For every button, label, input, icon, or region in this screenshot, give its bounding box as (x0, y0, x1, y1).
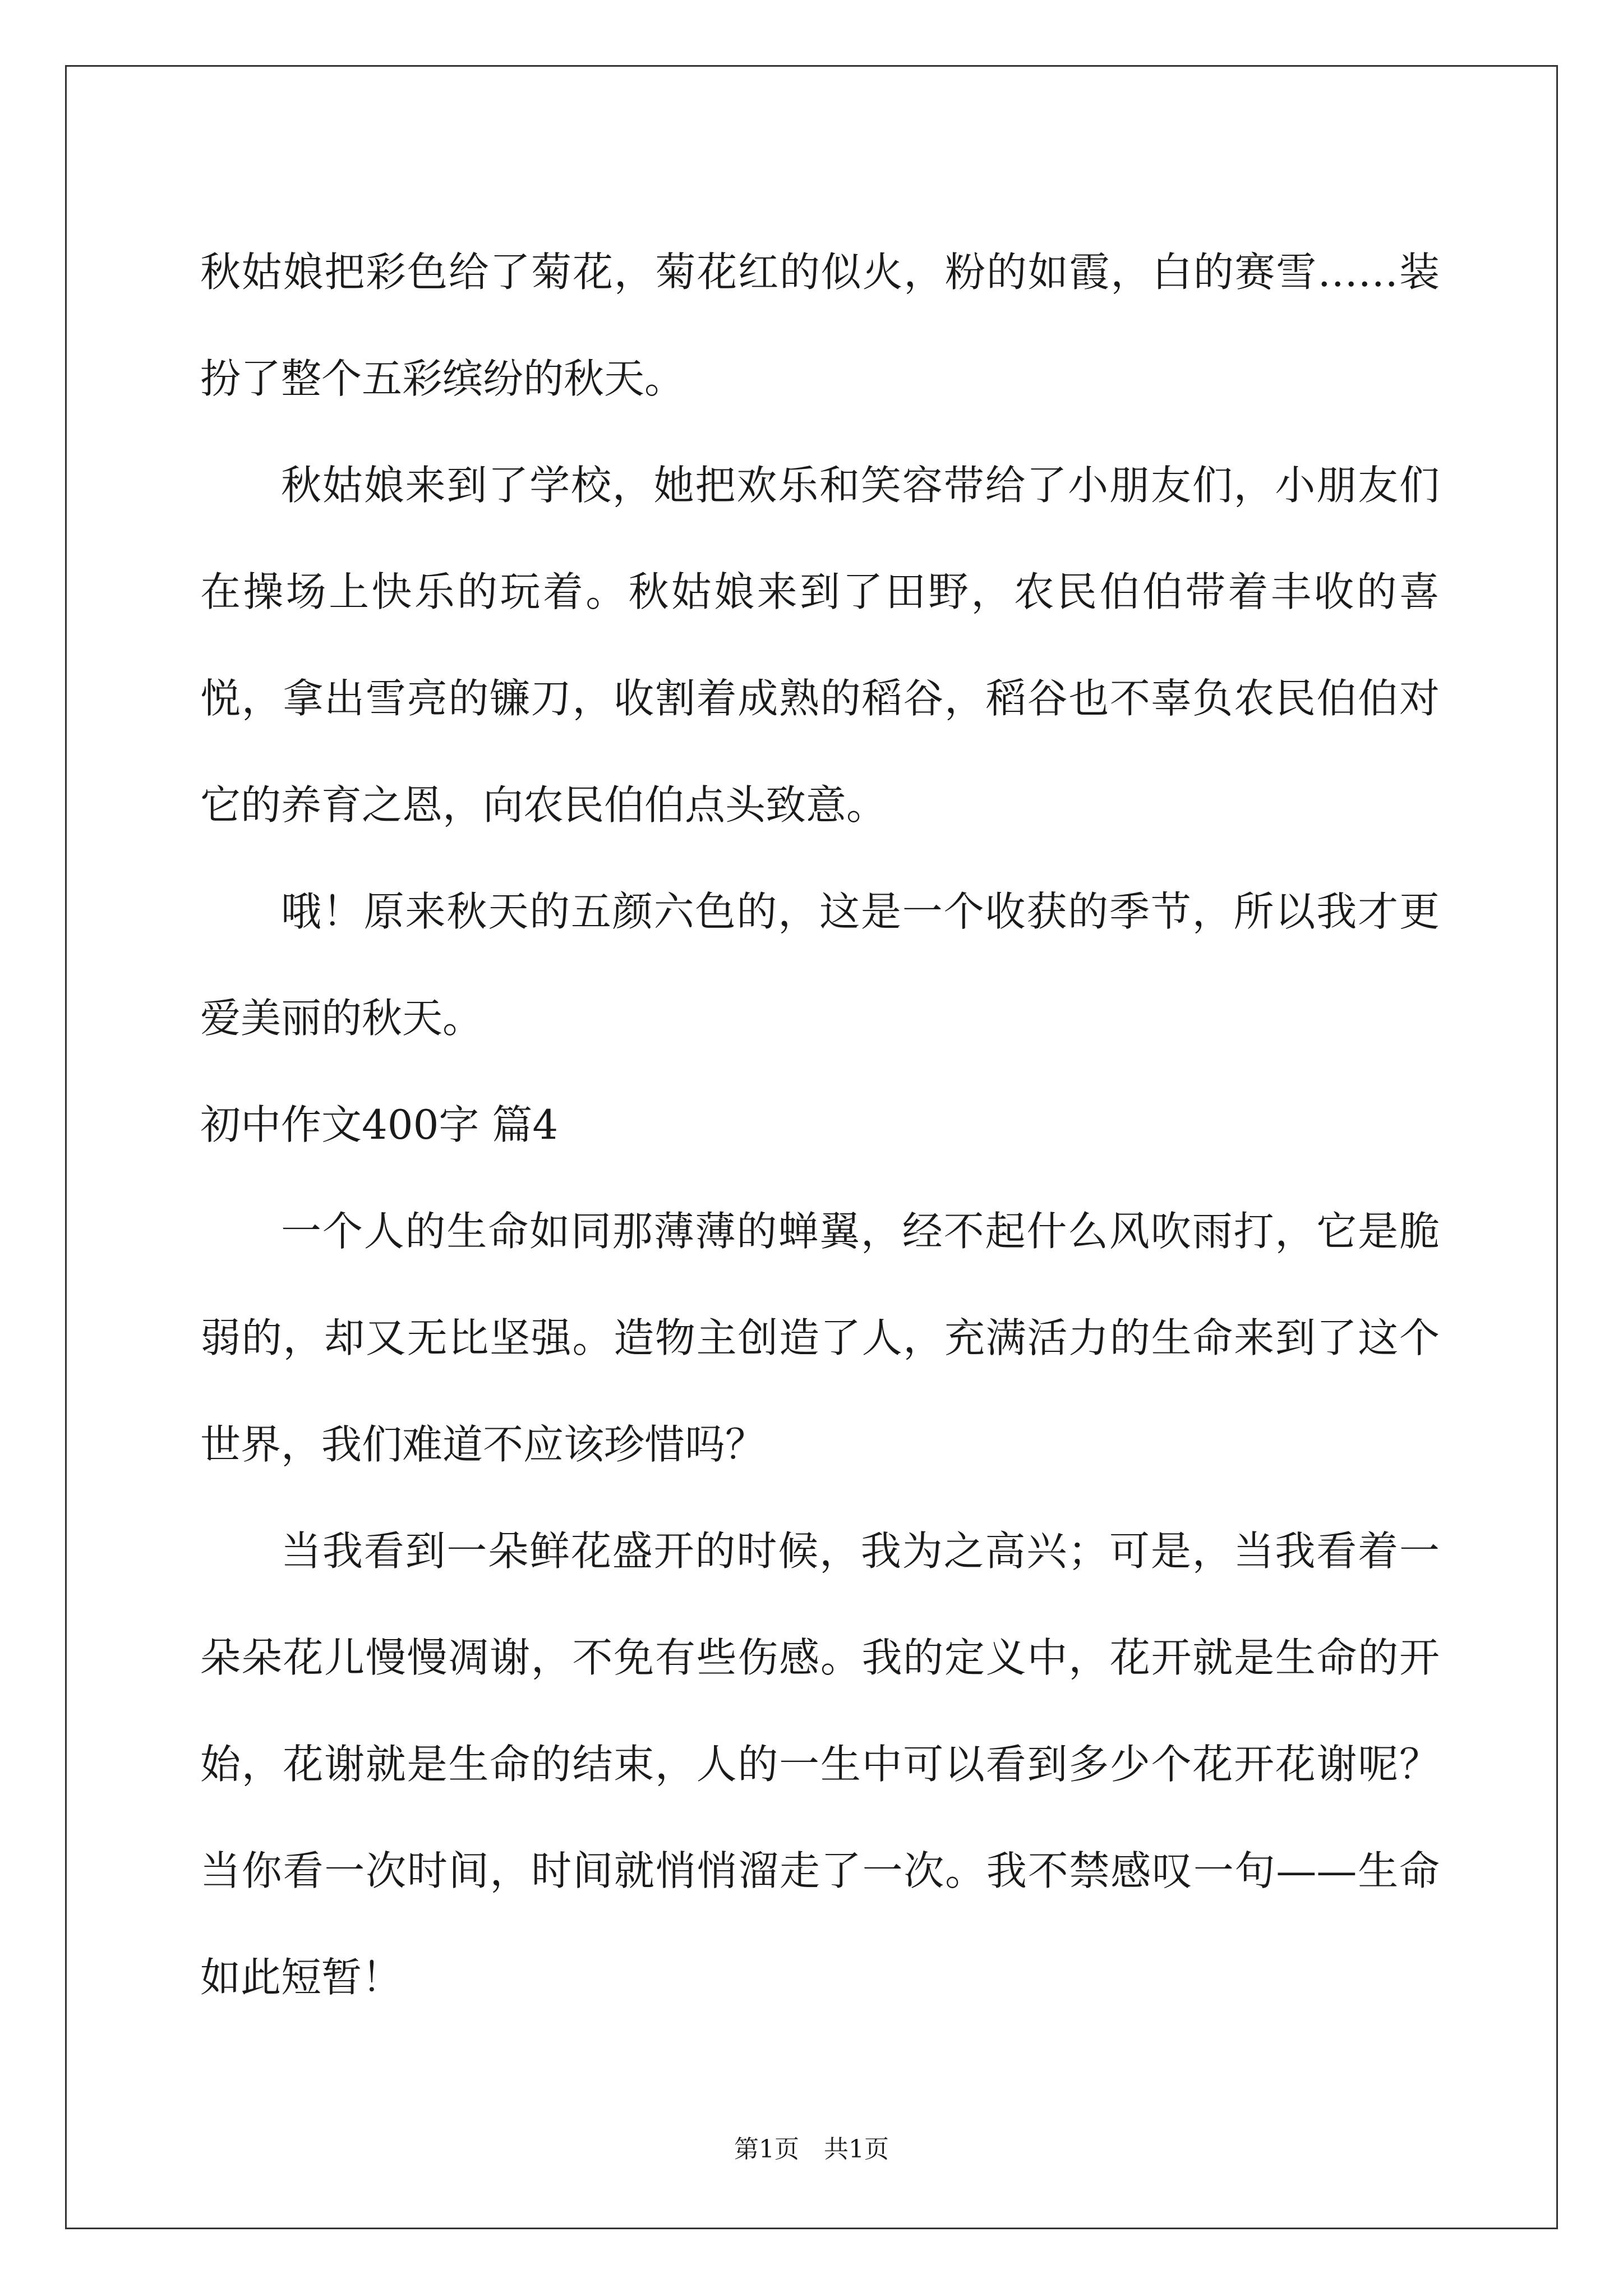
page-number: 第1页 (734, 2135, 799, 2164)
document-body (200, 219, 1440, 2031)
paragraph-chrysanthemum: 秋姑娘把彩色给了菊花，菊花红的似火，粉的如霞，白的赛雪……装扮了整个五彩缤纷的秋天。 (200, 249, 1440, 402)
section-heading: 初中作文400字 篇4 (200, 1101, 559, 1148)
paragraph-school-field: 秋姑娘来到了学校，她把欢乐和笑容带给了小朋友们，小朋友们在操场上快乐的玩着。秋姑娘来到了田野，农民伯伯带着丰收的喜悦，拿出雪亮的镰刀，收割着成熟的稻谷，稻谷也不辜负农民伯伯对它的养育之恩，向农民伯伯点头致意。 (200, 462, 1440, 829)
paragraph-cicada-wing: 一个人的生命如同那薄薄的蝉翼，经不起什么风吹雨打，它是脆弱的，却又无比坚强。造物主创造了人，充满活力的生命来到了这个世界，我们难道不应该珍惜吗？ (200, 1208, 1440, 1468)
page-footer (0, 2129, 1623, 2165)
paragraph-autumn-love: 哦！原来秋天的五颜六色的，这是一个收获的季节，所以我才更爱美丽的秋天。 (200, 888, 1440, 1042)
page-total: 共1页 (824, 2135, 889, 2164)
paragraph-flowers-bloom: 当我看到一朵鲜花盛开的时候，我为之高兴；可是，当我看着一朵朵花儿慢慢凋谢，不免有些伤感。我的定义中，花开就是生命的开始，花谢就是生命的结束，人的一生中可以看到多少个花开花谢呢？当你看一次时间，时间就悄悄溜走了一次。我不禁感叹一句——生命如此短暂！ (200, 1527, 1440, 2001)
